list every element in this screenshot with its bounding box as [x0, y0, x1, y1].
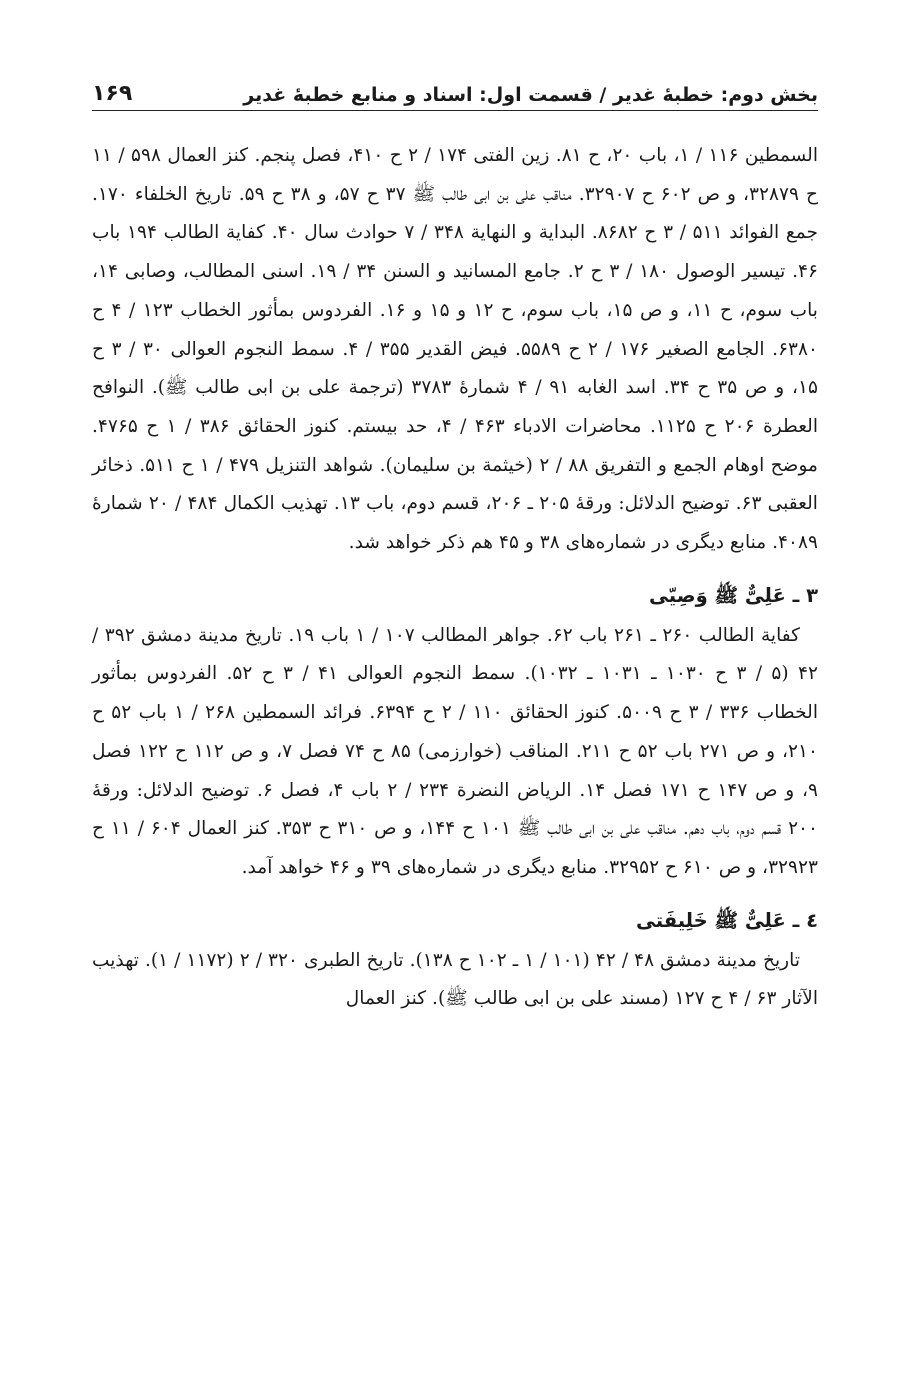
section-3-text: کفایة الطالب ۲۶۰ ـ ۲۶۱ باب ۶۲. جواهر المطالب ۱۰۷ / ۱ باب ۱۹. تاریخ مدینة دمشق ۳۹۲ / ۴۲ (۵ / ۳ ح ۱۰۳۰ ـ ۱۰۳۱ ـ ۱۰۳۲). سمط النجوم العوالی ۴۱ / ۳ ح ۵۲. الفردوس بمأثور الخطاب ۳۳۶ / ۳ ح ۵۰۰۹. کنوز الحقائق ۱۱۰ / ۲ ح ۶۳۹۴. فرائد السمطین ۲۶۸ / ۱ باب ۵۲ ح ۲۱۰، و ص ۲۷۱ باب ۵۲ ح ۲۱۱. المناقب (خوارزمی) ۸۵ ح ۷۴ فصل ۷، و ص ۱۱۲ ح ۱۲۲ فصل ۹، و ص ۱۴۷ ح ۱۷۱ فصل ۱۴. الریاض النضرة ۲۳۴ / ۲ باب ۴، فصل ۶. توضیح الدلائل: ورقۀ ۲۰۰ قسم دوم، باب دهم. مناقب علی بن ابی طالب ﷺ ۱۰۱ ح ۱۴۴، و ص ۳۱۰ ح ۳۵۳. کنز العمال ۶۰۴ / ۱۱ ح ۳۲۹۲۳، و ص ۶۱۰ ح ۳۲۹۵۲. منابع دیگری در شماره‌های ۳۹ و ۴۶ خواهد آمد. — [92, 624, 819, 878]
page-number: ۱۶۹ — [92, 81, 133, 106]
section-3-heading: ۳ ـ عَلِیٌّ ﷺ وَصِیّی — [649, 583, 818, 607]
section-4-text: تاریخ مدینة دمشق ۴۸ / ۴۲ (۱۰۱ / ۱ ـ ۱۰۲ ح ۱۳۸). تاریخ الطبری ۳۲۰ / ۲ (۱۱۷۲ / ۱). تهذیب الآثار ۶۳ / ۴ ح ۱۲۷ (مسند علی بن ابی طالب ﷺ). کنز العمال — [92, 949, 818, 1010]
intro-paragraph: السمطین ۱۱۶ / ۱، باب ۲۰، ح ۸۱. زین الفتی ۱۷۴ / ۲ ح ۴۱۰، فصل پنجم. کنز العمال ۵۹۸ / ۱۱ ح ۳۲۸۷۹، و ص ۶۰۲ ح ۳۲۹۰۷. مناقب علی بن ابی طالب ﷺ ۳۷ ح ۵۷، و ۳۸ ح ۵۹. تاریخ الخلفاء ۱۷۰. جمع الفوائد ۵۱۱ / ۳ ح ۸۶۸۲. البدایة و النهایة ۳۴۸ / ۷ حوادث سال ۴۰. کفایة الطالب ۱۹۴ باب ۴۶. تیسیر الوصول ۱۸۰ / ۳ ح ۲. جامع المسانید و السنن ۳۴ / ۱۹. اسنی المطالب، وصابی ۱۴، باب سوم، ح ۱۱، و ص ۱۵، باب سوم، ح ۱۲ و ۱۵ و ۱۶. الفردوس بمأثور الخطاب ۱۲۳ / ۴ ح ۶۳۸۰. الجامع الصغیر ۱۷۶ / ۲ ح ۵۵۸۹. فیض القدیر ۳۵۵ / ۴. سمط النجوم العوالی ۳۰ / ۳ ح ۱۵، و ص ۳۵ ح ۳۴. اسد الغابه ۹۱ / ۴ شمارۀ ۳۷۸۳ (ترجمة علی بن ابی طالب ﷺ). النوافح العطرة ۲۰۶ ح ۱۱۲۵. محاضرات الادباء ۴۶۳ / ۴، حد بیستم. کنوز الحقائق ۳۸۶ / ۱ ح ۴۷۶۵. موضح اوهام الجمع و التفریق ۸۸ / ۲ (خیثمة بن سلیمان). شواهد التنزیل ۴۷۹ / ۱ ح ۵۱۱. ذخائر العقبی ۶۳. توضیح الدلائل: ورقۀ ۲۰۵ ـ ۲۰۶، قسم دوم، باب ۱۳. تهذیب الکمال ۴۸۴ / ۲۰ شمارۀ ۴۰۸۹. منابع دیگری در شماره‌های ۳۸ و ۴۵ هم ذکر خواهد شد. — [92, 145, 819, 554]
page-content — [92, 137, 818, 1019]
section-4-heading: ٤ ـ عَلِیٌّ ﷺ خَلِیفَتی — [636, 908, 818, 932]
running-header — [92, 60, 818, 111]
book-page — [92, 60, 818, 1019]
header-title: بخش دوم: خطبۀ غدیر / قسمت اول: اسناد و منابع خطبۀ غدیر — [243, 84, 818, 106]
